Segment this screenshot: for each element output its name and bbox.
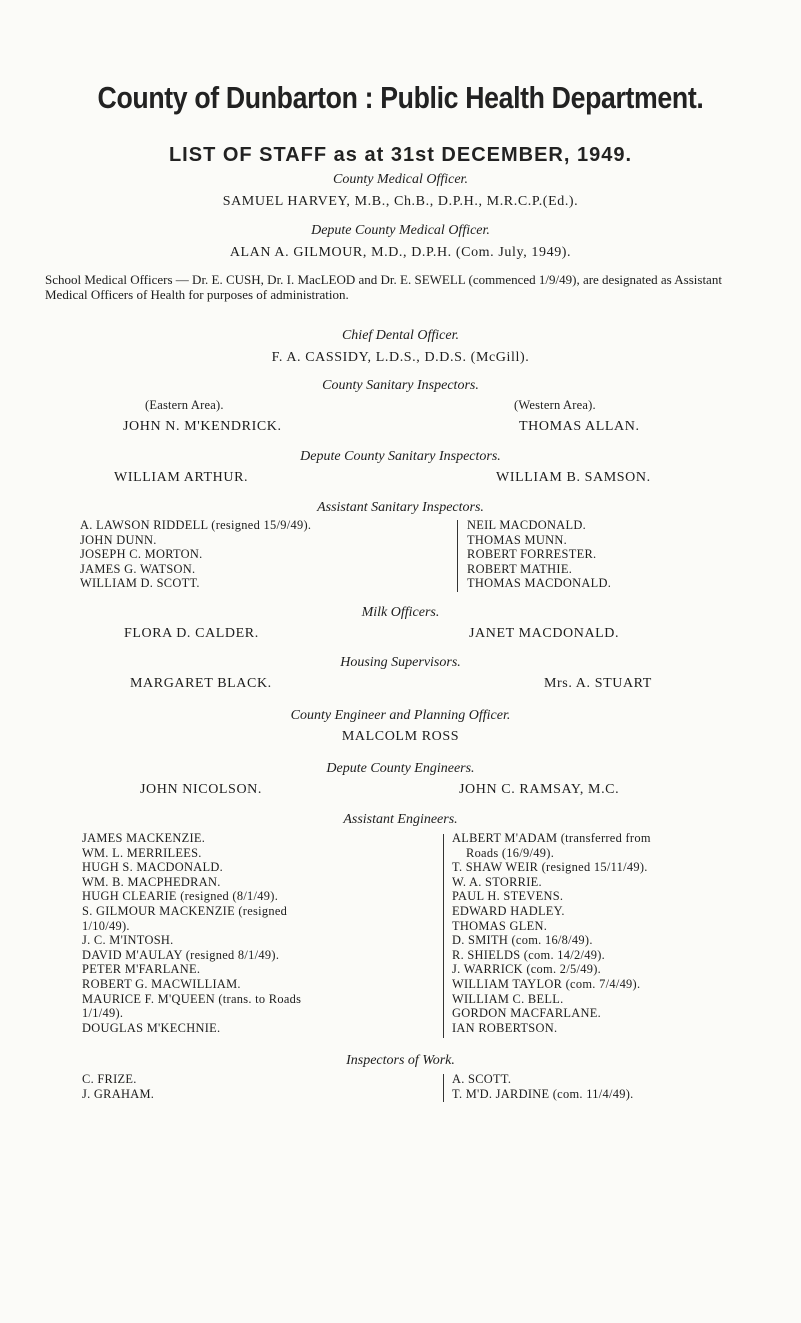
chief-dental-officer-name: F. A. CASSIDY, L.D.S., D.D.S. (McGill). [271,350,530,365]
list-item: ALBERT M'ADAM (transferred from [452,831,651,845]
list-item: JAMES G. WATSON. [80,561,196,576]
housing-supervisors-heading: Housing Supervisors. [340,655,461,670]
list-item: ROBERT MATHIE. [467,561,573,576]
list-item: IAN ROBERTSON. [452,1020,558,1035]
list-item: PAUL H. STEVENS. [452,889,564,904]
county-medical-officer-heading: County Medical Officer. [333,172,468,187]
list-item: JOHN DUNN. [80,532,157,547]
list-item: 1/1/49). [82,1006,124,1021]
list-item: J. C. M'INTOSH. [82,933,174,948]
list-item: JAMES MACKENZIE. [82,831,206,845]
list-item: ROBERT G. MACWILLIAM. [82,976,241,991]
depute-sanitary-inspectors-heading: Depute County Sanitary Inspectors. [300,449,501,464]
list-item: T. M'D. JARDINE (com. 11/4/49). [452,1086,634,1101]
list-item: HUGH CLEARIE (resigned (8/1/49). [82,889,279,904]
county-engineer-heading: County Engineer and Planning Officer. [290,708,511,723]
list-item: J. WARRICK (com. 2/5/49). [452,962,602,977]
depute-medical-officer-heading: Depute County Medical Officer. [311,223,490,238]
list-item: WM. L. MERRILEES. [82,845,202,860]
housing-supervisor-right: Mrs. A. STUART [544,676,652,691]
list-item: DOUGLAS M'KECHNIE. [82,1020,221,1035]
list-item: WILLIAM D. SCOTT. [80,576,200,591]
milk-officer-right: JANET MACDONALD. [469,626,620,641]
assistant-sanitary-inspectors-left [80,518,311,591]
western-inspector-name: THOMAS ALLAN. [519,419,640,434]
page-title: County of Dunbarton : Public Health Department. [97,80,704,115]
inspectors-of-work-heading: Inspectors of Work. [346,1053,455,1068]
list-item: W. A. STORRIE. [452,874,542,889]
depute-engineer-right: JOHN C. RAMSAY, M.C. [459,782,620,797]
column-divider [443,1074,444,1102]
housing-supervisor-left: MARGARET BLACK. [130,676,272,691]
list-item: S. GILMOUR MACKENZIE (resigned [82,903,288,918]
list-item: J. GRAHAM. [82,1086,155,1101]
column-divider [457,520,458,592]
list-item: EDWARD HADLEY. [452,903,565,918]
list-item: Roads (16/9/49). [466,845,555,860]
depute-sanitary-inspector-left: WILLIAM ARTHUR. [114,470,249,485]
list-item: D. SMITH (com. 16/8/49). [452,933,593,948]
assistant-sanitary-inspectors-heading: Assistant Sanitary Inspectors. [317,500,484,515]
school-medical-officers-text: School Medical Officers — Dr. E. CUSH, Dr. I. MacLEOD and Dr. E. SEWELL (commenced 1/9/49), are designated as Assistant Medical Officers of Health for purposes of administration. [45,272,722,302]
list-item: WILLIAM C. BELL. [452,991,564,1006]
list-item: 1/10/49). [82,918,130,933]
list-item: WM. B. MACPHEDRAN. [82,874,221,889]
eastern-area-label: (Eastern Area). [145,398,224,412]
depute-sanitary-inspector-right: WILLIAM B. SAMSON. [496,470,651,485]
list-item: DAVID M'AULAY (resigned 8/1/49). [82,947,280,962]
inspectors-of-work-right [452,1072,634,1101]
western-area-label: (Western Area). [514,398,596,412]
column-divider [443,834,444,1038]
milk-officer-left: FLORA D. CALDER. [124,626,259,641]
county-sanitary-inspectors-heading: County Sanitary Inspectors. [322,378,479,393]
milk-officers-heading: Milk Officers. [361,605,440,620]
depute-medical-officer-name: ALAN A. GILMOUR, M.D., D.P.H. (Com. July, 1949). [229,245,572,260]
list-item: HUGH S. MACDONALD. [82,860,224,875]
assistant-engineers-left [82,831,301,1035]
list-item: THOMAS MACDONALD. [467,576,612,591]
inspectors-of-work-left [82,1072,154,1101]
list-item: A. LAWSON RIDDELL (resigned 15/9/49). [80,518,312,532]
list-item: PETER M'FARLANE. [82,962,201,977]
list-item: C. FRIZE. [82,1072,137,1086]
list-item: WILLIAM TAYLOR (com. 7/4/49). [452,976,641,991]
depute-engineer-left: JOHN NICOLSON. [140,782,262,797]
page-subtitle: LIST OF STAFF as at 31st DECEMBER, 1949. [168,144,633,166]
list-item: R. SHIELDS (com. 14/2/49). [452,947,606,962]
eastern-inspector-name: JOHN N. M'KENDRICK. [123,419,282,434]
depute-county-engineers-heading: Depute County Engineers. [326,761,475,776]
assistant-engineers-heading: Assistant Engineers. [343,812,458,827]
chief-dental-officer-heading: Chief Dental Officer. [341,328,460,343]
county-medical-officer-name: SAMUEL HARVEY, M.B., Ch.B., D.P.H., M.R.C.P.(Ed.). [222,194,579,209]
list-item: MAURICE F. M'QUEEN (trans. to Roads [82,991,302,1006]
list-item: T. SHAW WEIR (resigned 15/11/49). [452,860,648,875]
list-item: THOMAS GLEN. [452,918,548,933]
list-item: JOSEPH C. MORTON. [80,547,203,562]
list-item: ROBERT FORRESTER. [467,547,597,562]
list-item: THOMAS MUNN. [467,532,567,547]
list-item: A. SCOTT. [452,1072,512,1086]
county-engineer-name: MALCOLM ROSS [341,729,460,744]
list-item: NEIL MACDONALD. [467,518,586,532]
assistant-sanitary-inspectors-right [467,518,611,591]
list-item: GORDON MACFARLANE. [452,1006,602,1021]
assistant-engineers-right [452,831,651,1035]
